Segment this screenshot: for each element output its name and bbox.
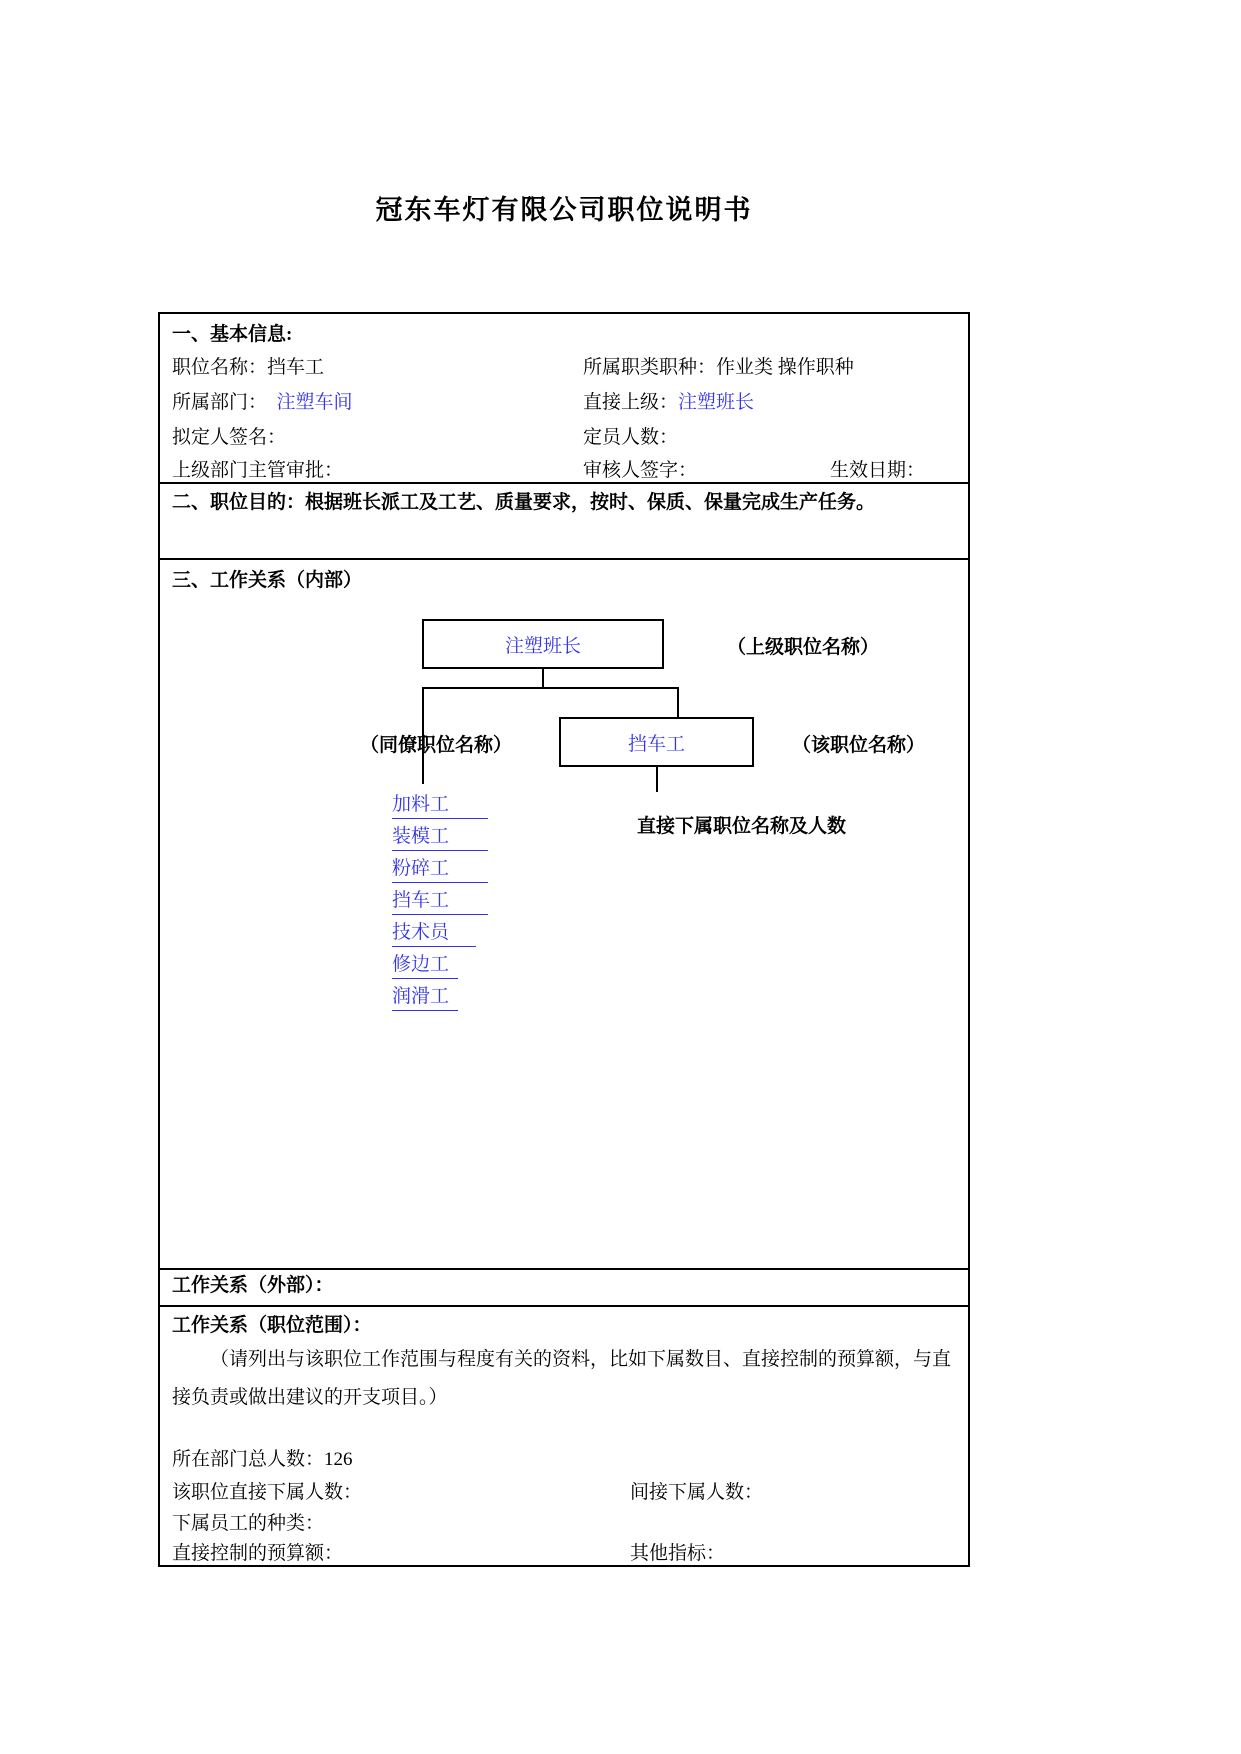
basic-info-row-2	[160, 390, 968, 416]
position-name-field	[172, 355, 324, 381]
position-caption: （该职位名称）	[792, 735, 926, 756]
supervisor-label: 直接上级：	[583, 392, 679, 413]
direct-subordinates-label: 该职位直接下属人数：	[172, 1482, 363, 1503]
internal-relations-heading	[160, 568, 968, 594]
section-internal-relations	[160, 558, 968, 1268]
section-external-relations	[160, 1268, 968, 1305]
list-item	[392, 856, 488, 888]
approval-label: 上级部门主管审批：	[172, 460, 344, 481]
peer-link[interactable]: 挡车工	[392, 888, 488, 915]
job-category-field	[583, 355, 854, 381]
basic-info-heading	[160, 322, 968, 348]
basic-info-row-3	[160, 425, 968, 451]
basic-info-heading-text: 一、基本信息:	[172, 324, 293, 345]
dept-total-field	[172, 1447, 353, 1473]
org-connector-horizontal	[422, 687, 679, 689]
peer-link[interactable]: 加料工	[392, 792, 488, 819]
org-superior-box	[422, 619, 664, 669]
subordinate-counts-row	[160, 1480, 968, 1506]
section-purpose	[160, 482, 968, 558]
position-name-label: 职位名称：	[172, 357, 268, 378]
dept-total-value: 126	[324, 1449, 353, 1470]
section-scope	[160, 1305, 968, 1567]
department-field	[172, 390, 353, 416]
peer-positions-list	[392, 792, 488, 1016]
headcount-label: 定员人数：	[583, 427, 679, 448]
list-item	[392, 792, 488, 824]
form-table	[158, 312, 970, 1567]
department-value[interactable]: 注塑车间	[276, 392, 353, 413]
budget-label: 直接控制的预算额：	[172, 1543, 344, 1564]
external-relations-heading: 工作关系（外部）：	[172, 1275, 334, 1296]
list-item	[392, 888, 488, 920]
internal-relations-heading-text: 三、工作关系（内部）	[172, 570, 363, 591]
scope-heading-row	[160, 1313, 968, 1339]
external-relations-row	[160, 1273, 968, 1299]
purpose-text: 二、职位目的：根据班长派工及工艺、质量要求，按时、保质、保量完成生产任务。	[172, 492, 876, 513]
indirect-subordinates-label: 间接下属人数：	[630, 1482, 764, 1503]
dept-total-label: 所在部门总人数：	[172, 1449, 325, 1470]
list-item	[392, 824, 488, 856]
scope-heading: 工作关系（职位范围）：	[172, 1315, 372, 1336]
effective-date-label: 生效日期：	[830, 460, 926, 481]
supervisor-value[interactable]: 注塑班长	[678, 392, 755, 413]
scope-note: （请列出与该职位工作范围与程度有关的资料，比如下属数目、直接控制的预算额，与直接负责或做出建议的开支项目。）	[172, 1349, 952, 1408]
list-item	[392, 952, 488, 984]
budget-row	[160, 1541, 968, 1567]
org-connector-vertical-bottom	[656, 767, 658, 792]
org-superior-box-label[interactable]: 注塑班长	[504, 635, 581, 657]
drafter-signature-label: 拟定人签名：	[172, 427, 287, 448]
superior-caption: （上级职位名称）	[727, 637, 880, 658]
peers-caption: （同僚职位名称）	[360, 735, 513, 756]
peer-link[interactable]: 装模工	[392, 824, 488, 851]
job-category-value: 作业类 操作职种	[716, 357, 854, 378]
other-indicators-label: 其他指标：	[630, 1543, 726, 1564]
supervisor-field	[583, 390, 754, 416]
list-item	[392, 920, 488, 952]
org-position-box-label[interactable]: 挡车工	[627, 733, 685, 755]
subordinate-types-row	[160, 1511, 968, 1537]
org-position-box	[559, 717, 754, 767]
subordinate-types-label: 下属员工的种类：	[172, 1513, 325, 1534]
peer-link[interactable]: 修边工	[392, 952, 458, 979]
peer-link[interactable]: 粉碎工	[392, 856, 488, 883]
org-connector-vertical-right	[677, 687, 679, 717]
org-connector-vertical-top	[542, 669, 544, 687]
section-basic-info	[160, 314, 968, 482]
subordinates-caption: 直接下属职位名称及人数	[637, 816, 847, 837]
document-title: 冠东车灯有限公司职位说明书	[375, 195, 753, 225]
peer-link[interactable]: 润滑工	[392, 984, 458, 1011]
position-name-value: 挡车工	[267, 357, 325, 378]
peer-link[interactable]: 技术员	[392, 920, 476, 947]
reviewer-signature-label: 审核人签字：	[583, 460, 698, 481]
department-label: 所属部门：	[172, 392, 268, 413]
list-item	[392, 984, 488, 1016]
purpose-row	[160, 490, 968, 516]
basic-info-row-1	[160, 355, 968, 381]
dept-total-row	[160, 1447, 968, 1473]
basic-info-row-4	[160, 458, 968, 484]
job-category-label: 所属职类职种：	[583, 357, 717, 378]
